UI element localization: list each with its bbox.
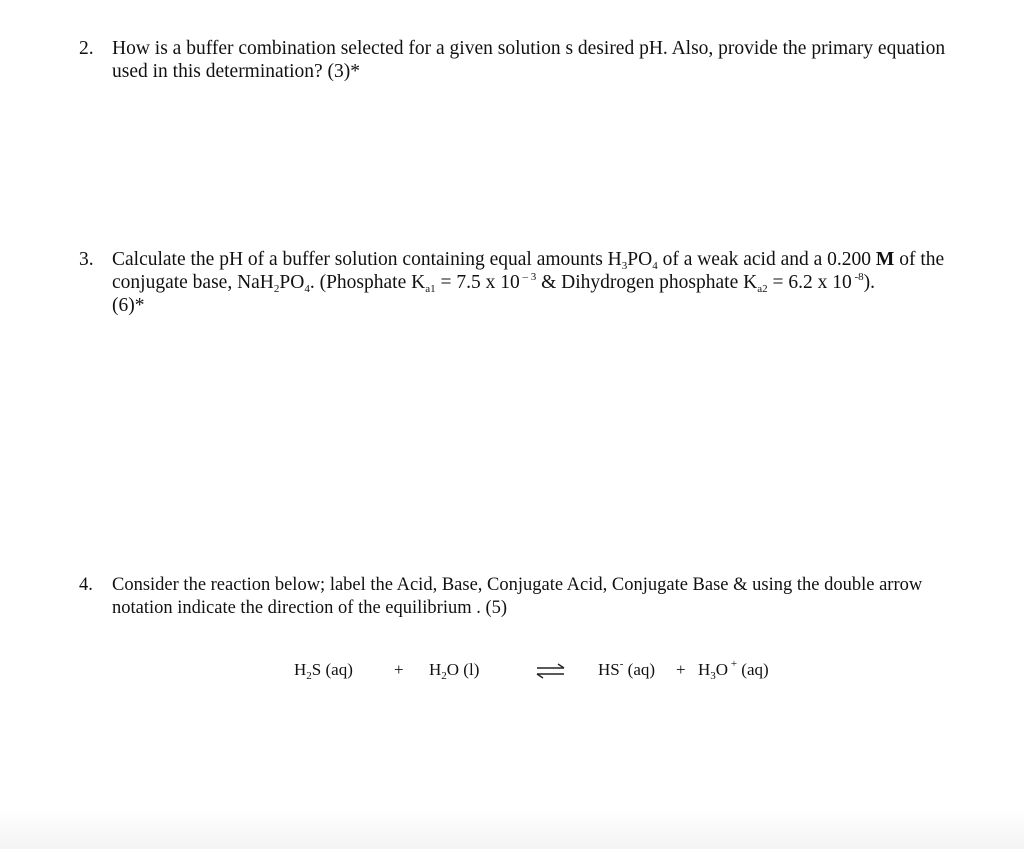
text-fragment: . (Phosphate K (309, 272, 426, 293)
text-fragment: & Dihydrogen phosphate K (536, 272, 758, 293)
plus-sign: + (676, 660, 686, 679)
superscript: – 3 (519, 271, 537, 283)
text-fragment: Calculate the pH of a buffer solution containing equal amounts H (112, 249, 622, 270)
question-2 (79, 37, 969, 83)
subscript: a2 (757, 283, 768, 295)
question-number: 2. (79, 38, 94, 59)
reactant-h2s: $H_2S$ (aq) (294, 660, 353, 682)
text-fragment: PO (627, 249, 653, 270)
text-fragment: = 6.2 x 10 (767, 272, 852, 293)
subscript: 3 (621, 260, 628, 272)
question-number: 3. (79, 249, 94, 270)
text-fragment: = 7.5 x 10 (435, 272, 520, 293)
text-fragment: ). (863, 272, 876, 293)
question-number: 4. (79, 575, 93, 595)
question-text: Consider the reaction below; label the Acid, Base, Conjugate Acid, Conjugate Base & using the double arrow notation indicate the direction of the equilibrium . (5) (112, 575, 923, 618)
text-fragment: of a weak acid and a 0.200 (657, 249, 876, 270)
product-h3o: $H_3O$ + (aq) (698, 658, 769, 682)
subscript: 4 (304, 283, 310, 295)
product-hs: HS- (aq) (598, 658, 656, 679)
text-fragment: PO (279, 272, 305, 293)
subscript: 2 (273, 283, 280, 295)
reactant-h2o: $H_2O$ (l) (429, 660, 480, 682)
question-3 (79, 248, 969, 317)
points-label: (6)* (112, 295, 145, 316)
page-bottom-shade (0, 809, 1024, 849)
question-text (112, 248, 969, 317)
text-fragment: of the conjugate base, NaH (112, 249, 945, 293)
molarity-unit: M (875, 249, 895, 270)
chemical-equation (0, 660, 1024, 686)
superscript: -8 (851, 271, 864, 283)
subscript: a1 (425, 283, 436, 295)
plus-sign: + (394, 660, 404, 679)
question-text: How is a buffer combination selected for a given solution s desired pH. Also, provide the primary equation used in this determination? (3)* (112, 38, 946, 82)
subscript: 4 (652, 260, 658, 272)
question-4 (79, 574, 969, 620)
equilibrium-arrows-icon (536, 663, 566, 679)
